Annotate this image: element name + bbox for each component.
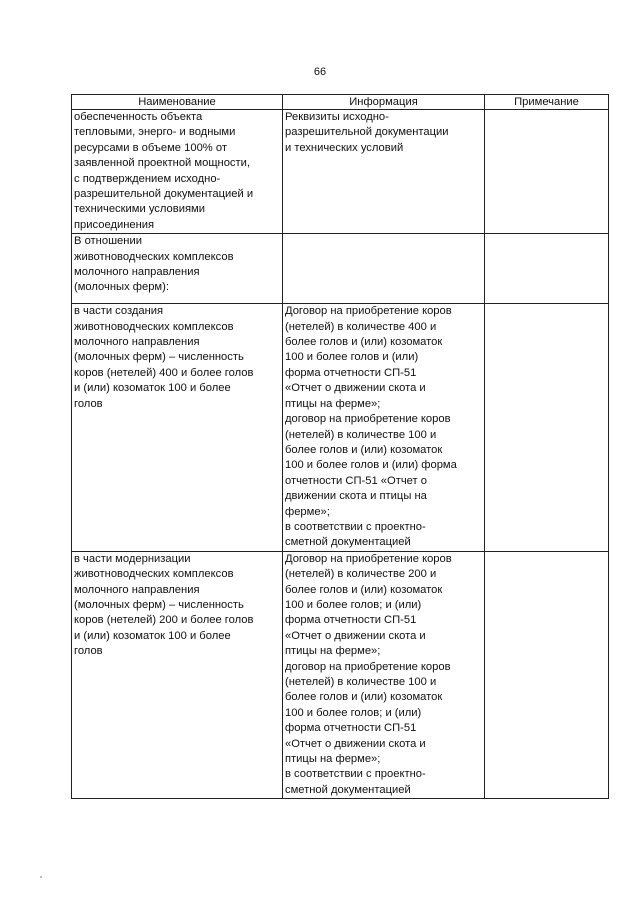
page-number: 66 (313, 66, 327, 78)
scan-speck (40, 876, 42, 878)
cell-name: В отношении животноводческих комплексов молочного направления (молочных ферм): (72, 234, 283, 304)
table-row (72, 304, 609, 552)
header-note: Примечание (485, 95, 609, 110)
cell-name: в части создания животноводческих комплексов молочного направления (молочных ферм) – численность коров (нетелей) 400 и более голов и (или) козоматок 100 и более голов (72, 304, 283, 552)
cell-info: Договор на приобретение коров (нетелей) в количестве 400 и более голов и (или) козоматок 100 и более голов и (или) форма отчетности СП-51 «Отчет о движении скота и птицы на ферме»; договор на приобретение коров (нетелей) в количестве 100 и более голов и (или) козоматок 100 и более голов и (или) форма отчетности СП-51 «Отчет о движении скота и птицы на ферме»; в соответствии с проектно- сметной документацией (283, 304, 485, 552)
cell-info: Реквизиты исходно- разрешительной документации и технических условий (283, 110, 485, 234)
requirements-table (71, 94, 609, 799)
header-info: Информация (283, 95, 485, 110)
table-row (72, 110, 609, 234)
cell-note (485, 110, 609, 234)
cell-info (283, 234, 485, 304)
cell-info: Договор на приобретение коров (нетелей) в количестве 200 и более голов и (или) козоматок 100 и более голов; и (или) форма отчетности СП-51 «Отчет о движении скота и птицы на ферме»; договор на приобретение коров (нетелей) в количестве 100 и более голов и (или) козоматок 100 и более голов; и (или) форма отчетности СП-51 «Отчет о движении скота и птицы на ферме»; в соответствии с проектно- сметной документацией (283, 551, 485, 799)
cell-note (485, 304, 609, 552)
cell-note (485, 551, 609, 799)
table-row-section-heading (72, 234, 609, 304)
header-name: Наименование (72, 95, 283, 110)
cell-note (485, 234, 609, 304)
cell-name: обеспеченность объекта тепловыми, энерго- и водными ресурсами в объеме 100% от заявленной проектной мощности, с подтверждением исходно- разрешительной документацией и техническими условиями присоединения (72, 110, 283, 234)
table-header-row (72, 95, 609, 110)
table-row (72, 551, 609, 799)
cell-name: в части модернизации животноводческих комплексов молочного направления (молочных ферм) – численность коров (нетелей) 200 и более голов и (или) козоматок 100 и более голов (72, 551, 283, 799)
